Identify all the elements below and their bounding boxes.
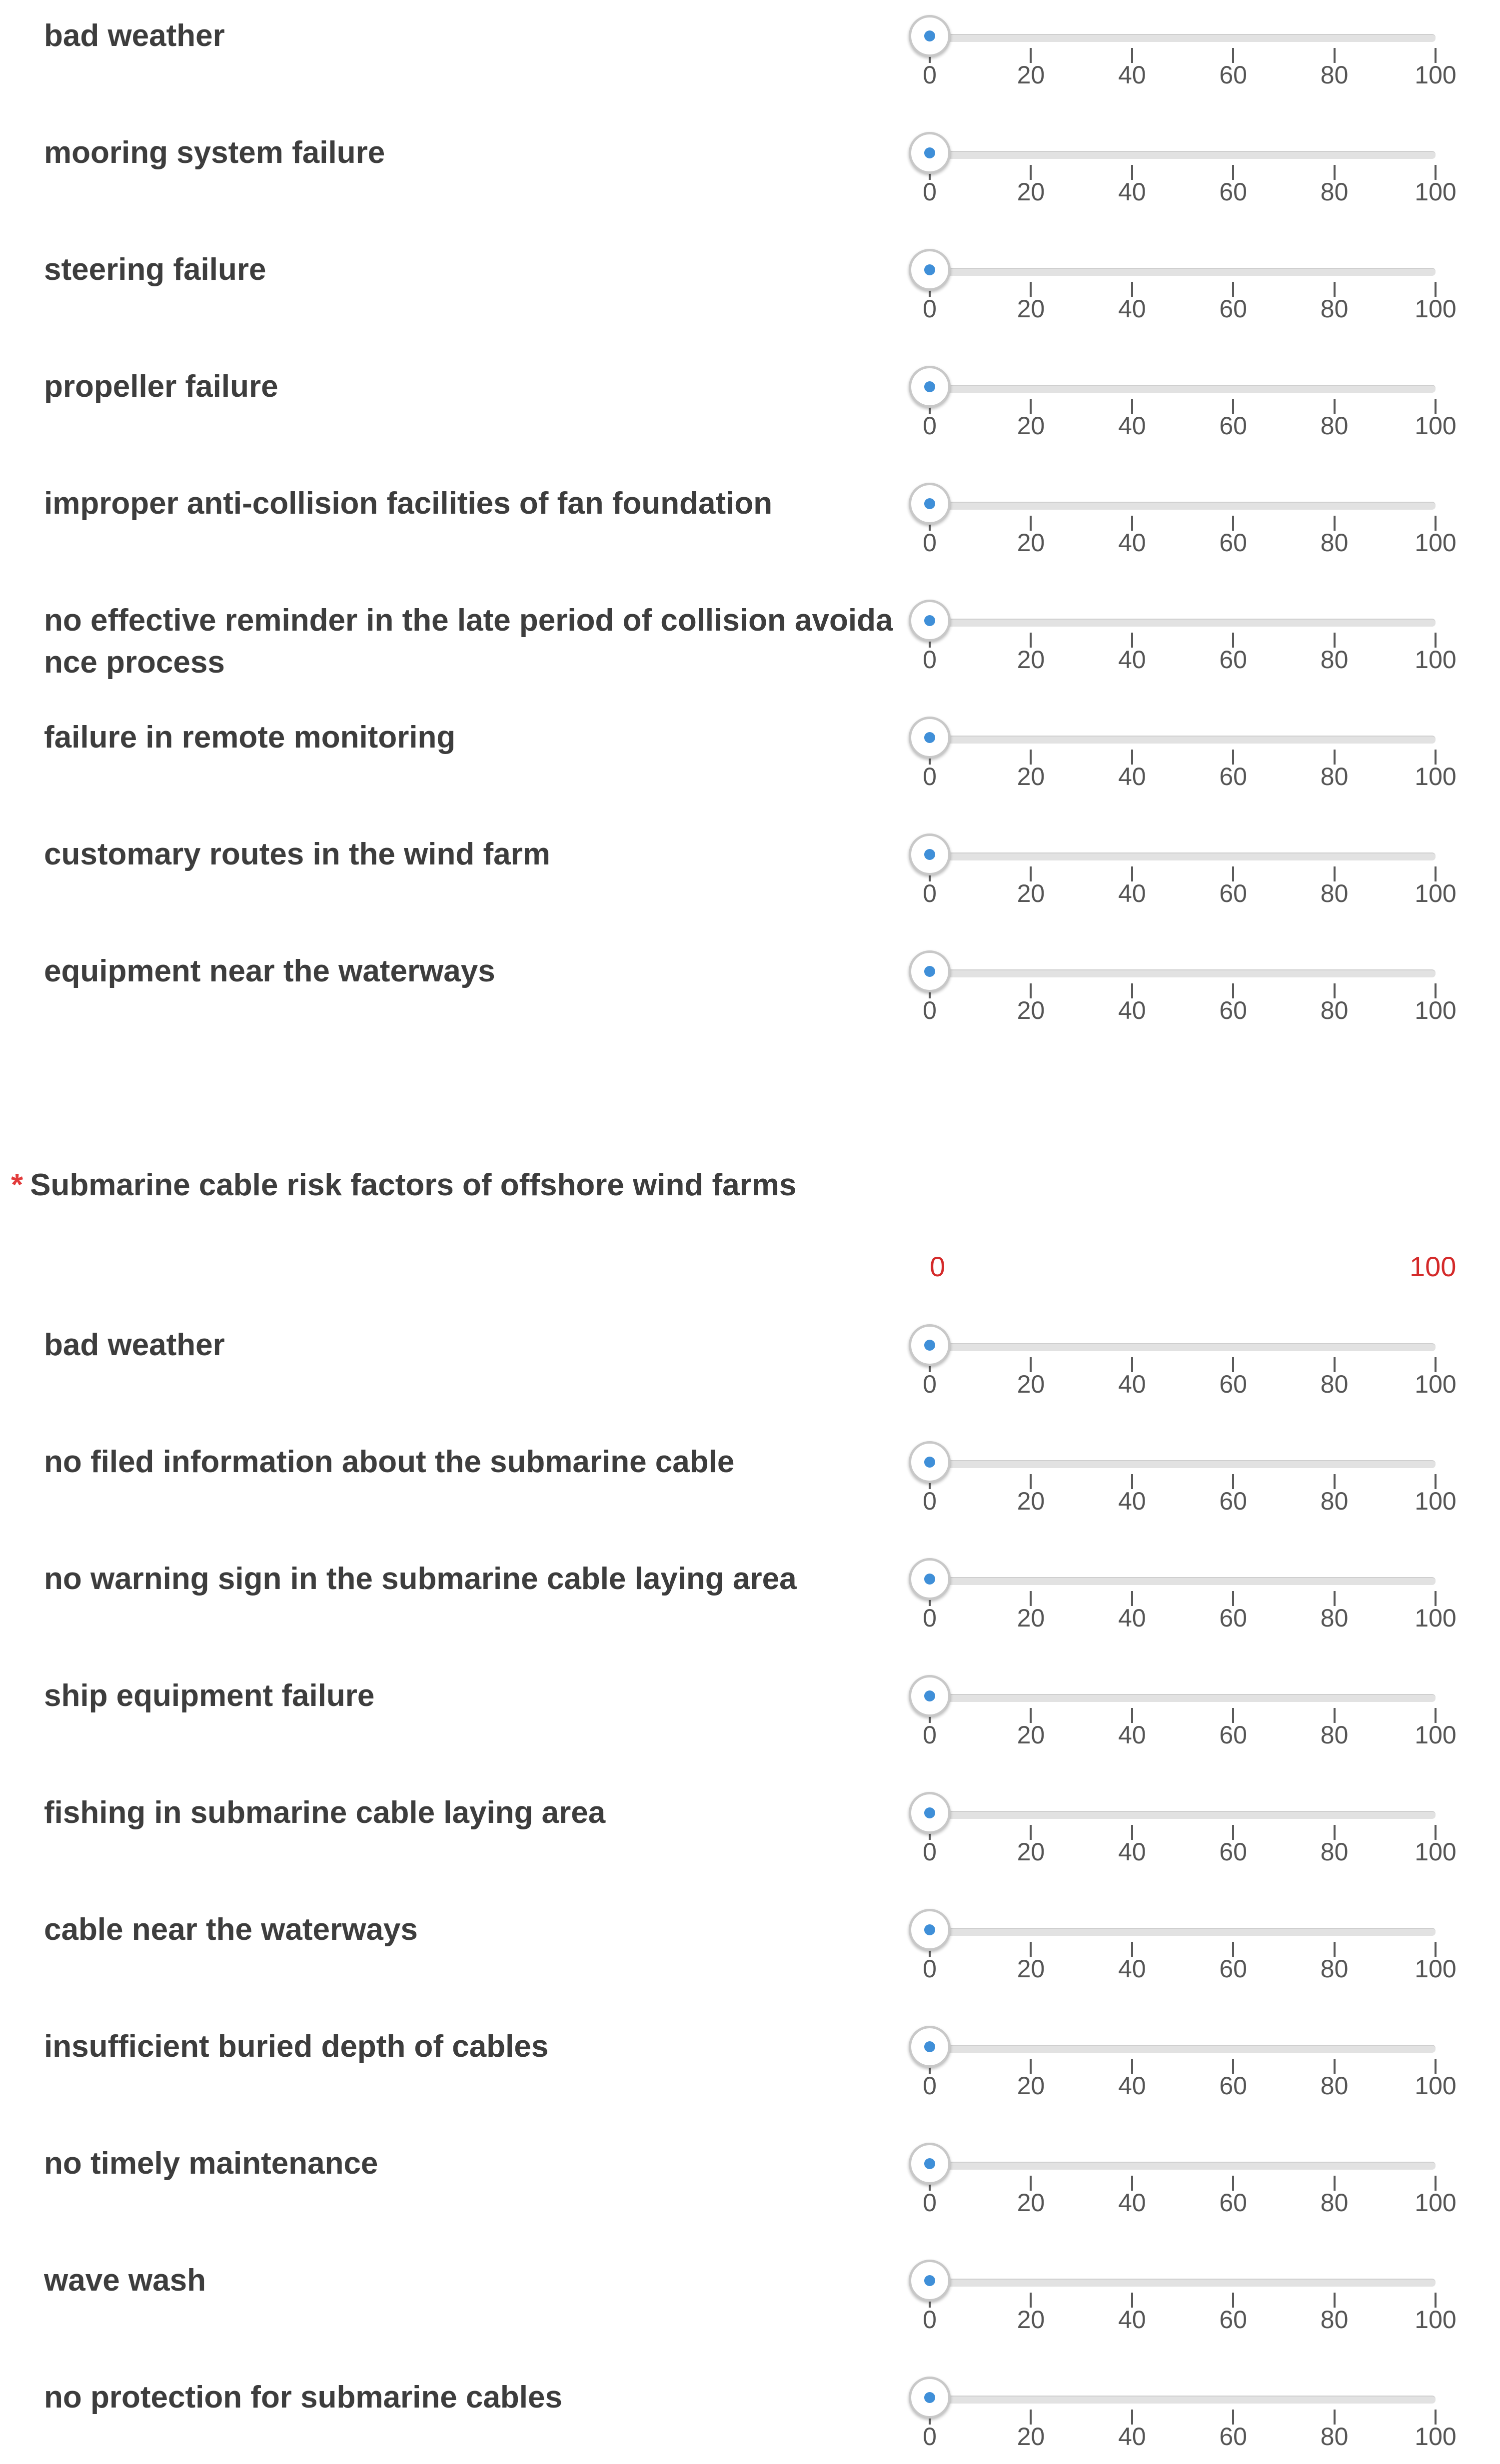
rating-label: mooring system failure: [44, 135, 385, 170]
slider-handle[interactable]: [909, 1792, 951, 1834]
slider-tick-label: 60: [1219, 996, 1247, 1024]
slider-tick-label: 0: [923, 2072, 937, 2100]
slider-tick-label: 0: [923, 412, 937, 440]
slider-tick-label: 40: [1118, 2072, 1146, 2100]
slider-tick-label: 80: [1320, 879, 1349, 907]
rating-slider[interactable]: [904, 121, 1484, 216]
slider-tick-label: 60: [1219, 2423, 1247, 2451]
rating-row: [0, 702, 1500, 802]
slider-tick-label: 80: [1320, 763, 1349, 791]
slider-tick-label: 100: [1415, 412, 1457, 440]
slider-track[interactable]: [930, 969, 1436, 977]
rating-slider[interactable]: [904, 822, 1484, 917]
slider-tick-label: 100: [1415, 1487, 1457, 1515]
slider-track[interactable]: [930, 619, 1436, 627]
rating-label: customary routes in the wind farm: [44, 837, 550, 871]
slider-tick-label: 100: [1415, 1838, 1457, 1866]
slider-track[interactable]: [930, 151, 1436, 159]
rating-row: [0, 1894, 1500, 1994]
rating-slider[interactable]: [904, 4, 1484, 99]
slider-track[interactable]: [930, 34, 1436, 42]
slider-handle[interactable]: [909, 2260, 951, 2302]
slider-tick-label: 20: [1017, 295, 1045, 323]
slider-tick-label: 40: [1118, 2423, 1146, 2451]
slider-tick-label: 80: [1320, 2306, 1349, 2334]
slider-tick-label: 40: [1118, 996, 1146, 1024]
slider-tick-label: 20: [1017, 61, 1045, 89]
slider-tick-label: 60: [1219, 1955, 1247, 1983]
slider-tick-label: 40: [1118, 178, 1146, 206]
slider-handle[interactable]: [909, 717, 951, 759]
slider-tick-label: 80: [1320, 1838, 1349, 1866]
rating-row: [0, 2362, 1500, 2462]
slider-track[interactable]: [930, 268, 1436, 276]
slider-tick-label: 40: [1118, 879, 1146, 907]
slider-tick-label: 40: [1118, 529, 1146, 557]
slider-tick-label: 40: [1118, 2189, 1146, 2217]
slider-tick-label: 0: [923, 1721, 937, 1749]
slider-tick-label: 100: [1415, 996, 1457, 1024]
rating-slider[interactable]: [904, 589, 1484, 684]
rating-label: propeller failure: [44, 369, 278, 404]
slider-tick-label: 40: [1118, 1370, 1146, 1398]
slider-tick-label: 80: [1320, 1370, 1349, 1398]
slider-tick-label: 40: [1118, 1955, 1146, 1983]
rating-row: [0, 351, 1500, 451]
rating-slider[interactable]: [904, 939, 1484, 1034]
slider-handle[interactable]: [909, 249, 951, 291]
slider-track[interactable]: [930, 1811, 1436, 1819]
slider-tick-label: 100: [1415, 879, 1457, 907]
rating-slider[interactable]: [904, 706, 1484, 801]
slider-tick-label: 60: [1219, 2189, 1247, 2217]
slider-tick-label: 40: [1118, 763, 1146, 791]
slider-tick-label: 0: [923, 646, 937, 674]
rating-slider[interactable]: [904, 238, 1484, 333]
rating-slider[interactable]: [904, 1430, 1484, 1525]
rating-row: [0, 1777, 1500, 1877]
slider-tick-label: 80: [1320, 2423, 1349, 2451]
rating-label: improper anti-collision facilities of fan foundation: [44, 486, 773, 521]
slider-tick-label: 20: [1017, 1487, 1045, 1515]
rating-slider[interactable]: [904, 355, 1484, 450]
slider-tick-label: 100: [1415, 763, 1457, 791]
rating-row: [0, 1543, 1500, 1643]
slider-tick-label: 80: [1320, 2189, 1349, 2217]
rating-slider[interactable]: [904, 1547, 1484, 1642]
slider-tick-label: 80: [1320, 412, 1349, 440]
slider-tick-label: 0: [923, 1838, 937, 1866]
slider-tick-label: 80: [1320, 646, 1349, 674]
slider-track[interactable]: [930, 1343, 1436, 1351]
slider-tick-label: 40: [1118, 1604, 1146, 1632]
rating-slider[interactable]: [904, 2249, 1484, 2344]
slider-tick-label: 0: [923, 763, 937, 791]
slider-handle[interactable]: [909, 600, 951, 642]
slider-tick-label: 20: [1017, 1604, 1045, 1632]
rating-label: fishing in submarine cable laying area: [44, 1795, 606, 1830]
rating-label: no warning sign in the submarine cable laying area: [44, 1562, 797, 1596]
slider-tick-label: 80: [1320, 1955, 1349, 1983]
rating-label: bad weather: [44, 1328, 225, 1362]
slider-tick-label: 0: [923, 295, 937, 323]
slider-tick-label: 60: [1219, 1838, 1247, 1866]
slider-tick-label: 60: [1219, 295, 1247, 323]
slider-tick-label: 0: [923, 178, 937, 206]
rating-label: no timely maintenance: [44, 2146, 378, 2181]
rating-row: [0, 1660, 1500, 1760]
rating-label: no filed information about the submarine cable: [44, 1445, 735, 1479]
slider-tick-label: 20: [1017, 178, 1045, 206]
slider-track[interactable]: [930, 1928, 1436, 1936]
slider-tick-label: 100: [1415, 1955, 1457, 1983]
slider-track[interactable]: [930, 2162, 1436, 2170]
slider-handle[interactable]: [909, 2026, 951, 2068]
rating-label: wave wash: [44, 2263, 206, 2298]
rating-label: cable near the waterways: [44, 1912, 418, 1947]
slider-handle[interactable]: [909, 1324, 951, 1366]
slider-tick-label: 0: [923, 996, 937, 1024]
slider-tick-label: 60: [1219, 2306, 1247, 2334]
slider-tick-label: 60: [1219, 178, 1247, 206]
slider-tick-label: 20: [1017, 2306, 1045, 2334]
rating-row: [0, 117, 1500, 217]
rating-slider[interactable]: [904, 1313, 1484, 1408]
slider-tick-label: 80: [1320, 61, 1349, 89]
slider-tick-label: 100: [1415, 61, 1457, 89]
slider-tick-label: 40: [1118, 1487, 1146, 1515]
rating-label: ship equipment failure: [44, 1678, 375, 1713]
rating-row: [0, 1309, 1500, 1409]
section-title-text: Submarine cable risk factors of offshore wind farms: [30, 1168, 797, 1202]
rating-row: [0, 935, 1500, 1035]
slider-tick-label: 0: [923, 1955, 937, 1983]
slider-track[interactable]: [930, 736, 1436, 744]
slider-tick-label: 80: [1320, 178, 1349, 206]
rating-slider[interactable]: [904, 2132, 1484, 2227]
rating-row: [0, 1426, 1500, 1526]
slider-tick-label: 0: [923, 1487, 937, 1515]
slider-tick-label: 20: [1017, 996, 1045, 1024]
slider-tick-label: 100: [1415, 2423, 1457, 2451]
rating-label: bad weather: [44, 18, 225, 53]
rating-slider[interactable]: [904, 1664, 1484, 1759]
slider-tick-label: 0: [923, 879, 937, 907]
slider-tick-label: 80: [1320, 1604, 1349, 1632]
slider-tick-label: 20: [1017, 763, 1045, 791]
slider-tick-label: 40: [1118, 295, 1146, 323]
slider-tick-label: 20: [1017, 1955, 1045, 1983]
slider-track[interactable]: [930, 2279, 1436, 2287]
slider-tick-label: 20: [1017, 1838, 1045, 1866]
slider-tick-label: 40: [1118, 61, 1146, 89]
slider-tick-label: 60: [1219, 646, 1247, 674]
slider-tick-label: 100: [1415, 178, 1457, 206]
slider-track[interactable]: [930, 1577, 1436, 1585]
slider-tick-label: 100: [1415, 1604, 1457, 1632]
slider-tick-label: 60: [1219, 763, 1247, 791]
rating-slider[interactable]: [904, 2366, 1484, 2461]
slider-tick-label: 0: [923, 2423, 937, 2451]
slider-tick-label: 40: [1118, 646, 1146, 674]
slider-tick-label: 100: [1415, 646, 1457, 674]
slider-tick-label: 40: [1118, 412, 1146, 440]
slider-track[interactable]: [930, 2396, 1436, 2404]
slider-tick-label: 100: [1415, 295, 1457, 323]
slider-tick-label: 20: [1017, 1370, 1045, 1398]
rating-row: [0, 2128, 1500, 2228]
slider-track[interactable]: [930, 2045, 1436, 2053]
slider-tick-label: 100: [1415, 1370, 1457, 1398]
slider-handle[interactable]: [909, 833, 951, 875]
slider-handle[interactable]: [909, 15, 951, 57]
slider-tick-label: 20: [1017, 879, 1045, 907]
slider-handle[interactable]: [909, 1441, 951, 1483]
slider-tick-label: 100: [1415, 529, 1457, 557]
slider-tick-label: 40: [1118, 1838, 1146, 1866]
slider-tick-label: 20: [1017, 2189, 1045, 2217]
slider-tick-label: 60: [1219, 412, 1247, 440]
slider-track[interactable]: [930, 385, 1436, 393]
slider-handle[interactable]: [909, 366, 951, 408]
slider-tick-label: 20: [1017, 2423, 1045, 2451]
slider-handle[interactable]: [909, 1909, 951, 1951]
slider-tick-label: 0: [923, 529, 937, 557]
rating-row: [0, 585, 1500, 685]
slider-handle[interactable]: [909, 950, 951, 992]
slider-tick-label: 100: [1415, 2306, 1457, 2334]
slider-tick-label: 0: [923, 1370, 937, 1398]
slider-tick-label: 20: [1017, 1721, 1045, 1749]
slider-tick-label: 80: [1320, 996, 1349, 1024]
slider-tick-label: 20: [1017, 2072, 1045, 2100]
slider-tick-label: 100: [1415, 1721, 1457, 1749]
slider-tick-label: 60: [1219, 1487, 1247, 1515]
slider-tick-label: 60: [1219, 529, 1247, 557]
rating-slider[interactable]: [904, 1898, 1484, 1993]
slider-tick-label: 80: [1320, 1487, 1349, 1515]
slider-handle[interactable]: [909, 2377, 951, 2419]
slider-handle[interactable]: [909, 483, 951, 525]
slider-tick-label: 0: [923, 61, 937, 89]
rating-slider[interactable]: [904, 2015, 1484, 2110]
slider-tick-label: 60: [1219, 1604, 1247, 1632]
rating-row: [0, 2011, 1500, 2111]
range-min-label: 0: [930, 1251, 946, 1282]
required-asterisk: *: [11, 1168, 23, 1202]
rating-row: [0, 0, 1500, 100]
slider-tick-label: 20: [1017, 646, 1045, 674]
rating-label: insufficient buried depth of cables: [44, 2029, 549, 2064]
rating-label: no protection for submarine cables: [44, 2380, 562, 2415]
slider-tick-label: 80: [1320, 295, 1349, 323]
slider-tick-label: 20: [1017, 412, 1045, 440]
rating-label: failure in remote monitoring: [44, 720, 456, 755]
slider-tick-label: 60: [1219, 2072, 1247, 2100]
slider-tick-label: 40: [1118, 2306, 1146, 2334]
slider-track[interactable]: [930, 1460, 1436, 1468]
slider-tick-label: 20: [1017, 529, 1045, 557]
slider-tick-label: 80: [1320, 529, 1349, 557]
range-max-label: 100: [1410, 1251, 1457, 1282]
slider-tick-label: 0: [923, 1604, 937, 1632]
slider-track[interactable]: [930, 1694, 1436, 1702]
slider-tick-label: 60: [1219, 1370, 1247, 1398]
rating-label: steering failure: [44, 252, 266, 287]
slider-tick-label: 40: [1118, 1721, 1146, 1749]
slider-tick-label: 0: [923, 2306, 937, 2334]
rating-label: no effective reminder in the late period of collision avoidance process: [44, 603, 893, 680]
slider-track[interactable]: [930, 852, 1436, 860]
rating-row: [0, 234, 1500, 334]
slider-tick-label: 100: [1415, 2072, 1457, 2100]
slider-tick-label: 100: [1415, 2189, 1457, 2217]
slider-handle[interactable]: [909, 1558, 951, 1600]
section-title: [11, 1164, 796, 1206]
slider-handle[interactable]: [909, 2143, 951, 2185]
slider-tick-label: 60: [1219, 61, 1247, 89]
rating-slider[interactable]: [904, 472, 1484, 567]
rating-label: equipment near the waterways: [44, 954, 495, 988]
slider-tick-label: 0: [923, 2189, 937, 2217]
slider-tick-label: 80: [1320, 2072, 1349, 2100]
rating-slider[interactable]: [904, 1781, 1484, 1876]
rating-row: [0, 819, 1500, 918]
rating-row: [0, 2245, 1500, 2345]
slider-tick-label: 60: [1219, 879, 1247, 907]
slider-handle[interactable]: [909, 132, 951, 174]
slider-track[interactable]: [930, 502, 1436, 510]
slider-handle[interactable]: [909, 1675, 951, 1717]
slider-tick-label: 80: [1320, 1721, 1349, 1749]
slider-tick-label: 60: [1219, 1721, 1247, 1749]
rating-row: [0, 468, 1500, 568]
